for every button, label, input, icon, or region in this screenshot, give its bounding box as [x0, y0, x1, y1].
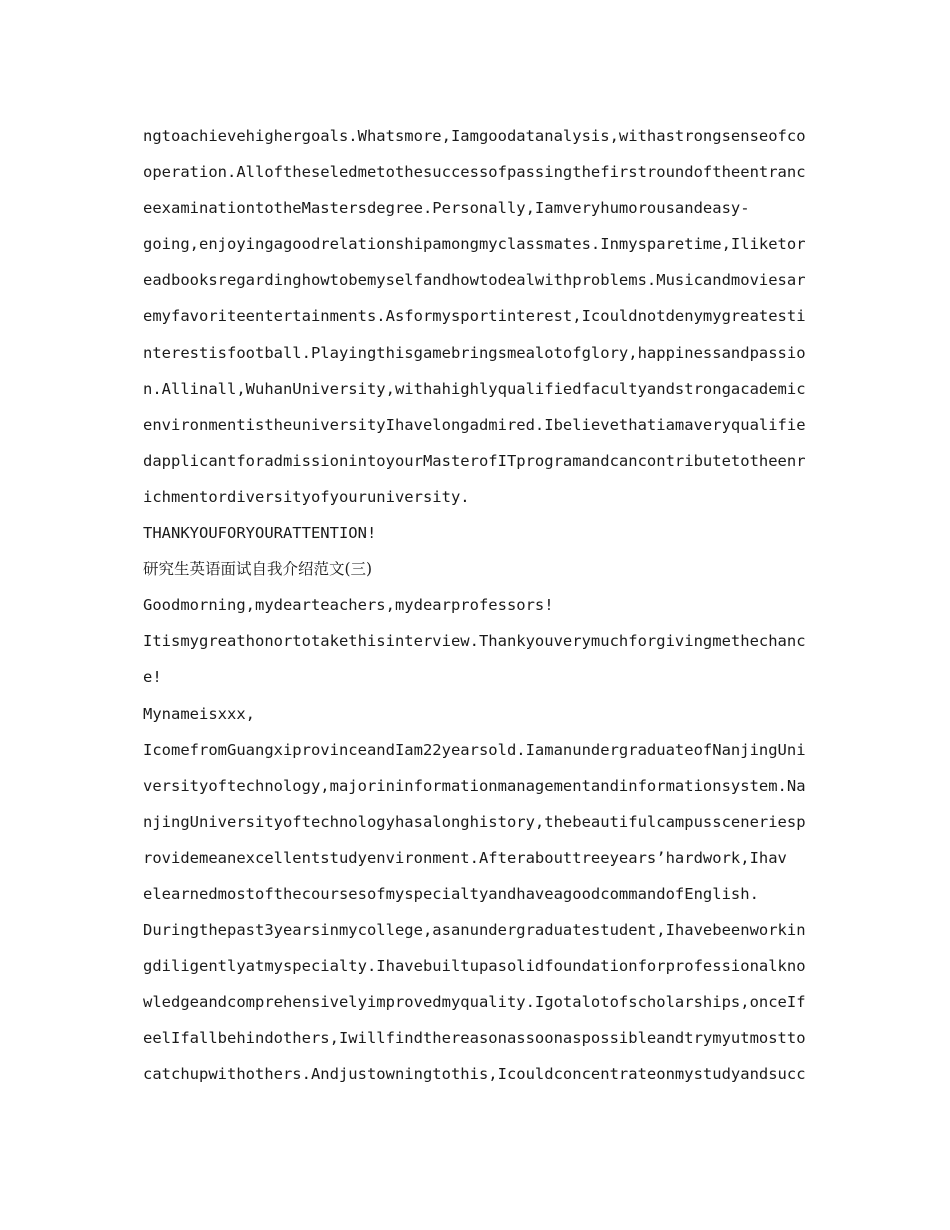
text-line: Mynameisxxx,	[143, 704, 255, 723]
text-line: rovidemeanexcellentstudyenvironment.Afterabouttreeyears’hardwork,Ihav	[143, 848, 787, 867]
text-line: Duringthepast3yearsinmycollege,asanundergraduatestudent,Ihavebeenworkin	[143, 921, 806, 940]
section-heading: 研究生英语面试自我介绍范文(三)	[143, 560, 373, 579]
text-line: gdiligentlyatmyspecialty.Ihavebuiltupasolidfoundationforprofessionalkno	[143, 957, 806, 976]
text-line: eexaminationtotheMastersdegree.Personally,Iamveryhumorousandeasy-	[143, 199, 750, 218]
text-line: dapplicantforadmissionintoyourMasterofITprogramandcancontributetotheenr	[143, 451, 806, 470]
text-line: eelIfallbehindothers,Iwillfindthereasonassoonaspossibleandtrymyutmostto	[143, 1029, 806, 1048]
body-text	[143, 118, 813, 1093]
text-line: IcomefromGuangxiprovinceandIam22yearsold.IamanundergraduateofNanjingUni	[143, 740, 806, 759]
text-line: going,enjoyingagoodrelationshipamongmyclassmates.Inmysparetime,Iliketor	[143, 235, 806, 254]
text-line: Itismygreathonortotakethisinterview.Thankyouverymuchforgivingmethechanc	[143, 632, 806, 651]
text-line: e!	[143, 668, 162, 687]
closing-line: THANKYOUFORYOURATTENTION!	[143, 524, 377, 543]
text-line: ngtoachievehighergoals.Whatsmore,Iamgoodatanalysis,withastrongsenseofco	[143, 127, 806, 145]
text-line: environmentistheuniversityIhavelongadmired.Ibelievethatiamaveryqualifie	[143, 415, 806, 434]
greeting-line: Goodmorning,mydearteachers,mydearprofessors!	[143, 596, 554, 615]
text-line: catchupwithothers.Andjustowningtothis,Icouldconcentrateonmystudyandsucc	[143, 1065, 806, 1084]
text-line: emyfavoriteentertainments.Asformysportinterest,Icouldnotdenymygreatesti	[143, 307, 806, 326]
text-line: wledgeandcomprehensivelyimprovedmyquality.Igotalotofscholarships,onceIf	[143, 993, 806, 1012]
text-line: nterestisfootball.Playingthisgamebringsmealotofglory,happinessandpassio	[143, 343, 806, 362]
text-line: eadbooksregardinghowtobemyselfandhowtodealwithproblems.Musicandmoviesar	[143, 271, 806, 290]
text-line: operation.Alloftheseledmetothesuccessofpassingthefirstroundoftheentranc	[143, 163, 806, 182]
text-line: versityoftechnology,majorininformationmanagementandinformationsystem.Na	[143, 776, 806, 795]
text-line: elearnedmostofthecoursesofmyspecialtyandhaveagoodcommandofEnglish.	[143, 884, 759, 903]
text-line: n.Allinall,WuhanUniversity,withahighlyqualifiedfacultyandstrongacademic	[143, 379, 806, 398]
text-line: njingUniversityoftechnologyhasalonghistory,thebeautifulcampussceneriesp	[143, 812, 806, 831]
text-line: ichmentordiversityofyouruniversity.	[143, 487, 470, 506]
